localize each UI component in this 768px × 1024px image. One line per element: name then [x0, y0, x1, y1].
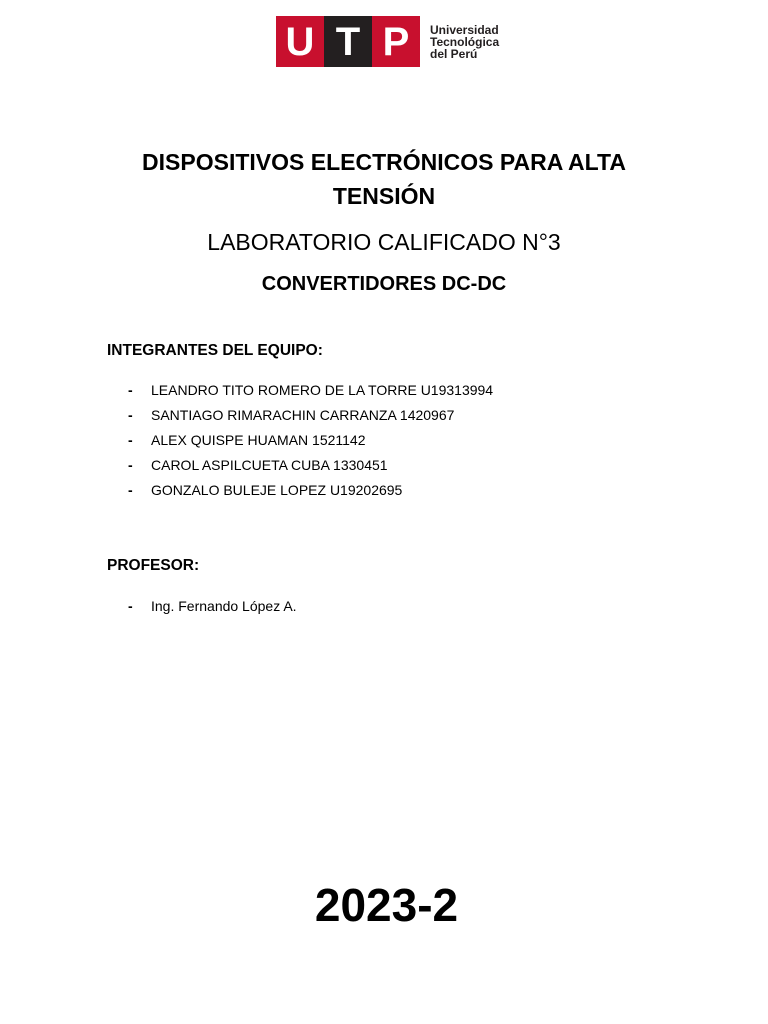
academic-period: 2023-2	[314, 879, 459, 931]
professor-name: Ing. Fernando López A.	[151, 597, 297, 614]
bullet-dash: -	[128, 431, 133, 448]
bullet-dash: -	[128, 381, 133, 398]
utp-logo	[276, 16, 499, 67]
bullet-dash: -	[128, 597, 133, 614]
professor-label: PROFESOR:	[107, 557, 200, 574]
list-item	[128, 427, 493, 452]
list-item	[128, 477, 493, 502]
bullet-dash: -	[128, 406, 133, 423]
logo-text-line: del Perú	[430, 46, 478, 61]
course-title: DISPOSITIVOS ELECTRÓNICOS PARA ALTA TENSIÓN	[142, 149, 626, 209]
logo-text-line: Tecnológica	[430, 34, 500, 49]
team-member-name: CAROL ASPILCUETA CUBA 1330451	[151, 456, 388, 473]
professor-list	[128, 593, 297, 618]
team-member-name: ALEX QUISPE HUAMAN 1521142	[151, 431, 366, 448]
logo-wordmark	[430, 24, 499, 60]
team-member-name: LEANDRO TITO ROMERO DE LA TORRE U19313994	[151, 381, 494, 398]
list-item	[128, 377, 493, 402]
logo-text-line: Universidad	[430, 22, 499, 37]
list-item	[128, 593, 297, 618]
bullet-dash: -	[128, 456, 133, 473]
logo-letter-p: P	[372, 16, 420, 67]
team-member-name: GONZALO BULEJE LOPEZ U19202695	[151, 481, 403, 498]
lab-title: LABORATORIO CALIFICADO N°3	[207, 229, 561, 255]
team-member-list	[128, 377, 493, 502]
logo-letter-u: U	[276, 16, 324, 67]
team-label: INTEGRANTES DEL EQUIPO:	[107, 342, 323, 359]
list-item	[128, 402, 493, 427]
team-member-name: SANTIAGO RIMARACHIN CARRANZA 1420967	[151, 406, 455, 423]
report-subtitle: CONVERTIDORES DC-DC	[261, 273, 507, 295]
bullet-dash: -	[128, 481, 133, 498]
logo-letter-t: T	[324, 16, 372, 67]
utp-logo-mark	[276, 16, 420, 67]
list-item	[128, 452, 493, 477]
